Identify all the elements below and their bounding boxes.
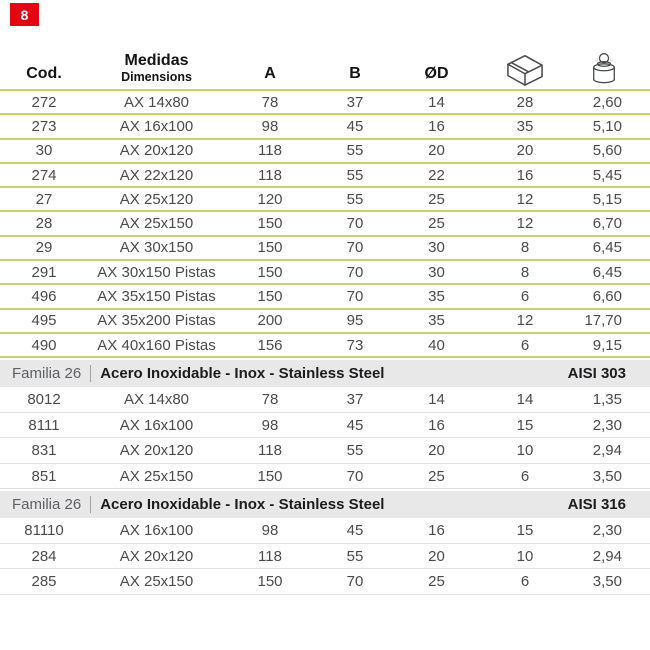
cell-od: 16 [428, 416, 445, 434]
cell-cod: 274 [31, 166, 57, 184]
cell-cod: 273 [31, 117, 57, 135]
cell-box-qty: 15 [516, 416, 534, 434]
cell-box-qty: 12 [516, 312, 534, 330]
cell-weight: 1,35 [592, 391, 622, 409]
cell-a: 118 [258, 547, 282, 565]
table-row [0, 212, 650, 236]
column-header-weight [572, 51, 650, 86]
cell-od: 25 [428, 190, 445, 208]
cell-weight: 2,60 [592, 93, 622, 111]
column-header-medidas [88, 53, 225, 89]
cell-box-qty: 6 [520, 573, 530, 591]
cell-box-qty: 6 [520, 336, 530, 354]
cell-cod: 284 [31, 547, 57, 565]
table-section-2 [0, 387, 650, 489]
table-body [0, 89, 650, 595]
cell-box-qty: 35 [516, 117, 534, 135]
cell-medidas: AX 35x200 Pistas [97, 312, 216, 330]
cell-weight: 3,50 [592, 573, 622, 591]
section-title: Acero Inoxidable - Inox - Stainless Steel [100, 496, 385, 514]
cell-a: 78 [261, 93, 279, 111]
cell-weight: 2,30 [592, 522, 622, 540]
cell-cod: 851 [31, 467, 57, 485]
cell-a: 150 [257, 215, 283, 233]
cell-od: 25 [428, 573, 445, 591]
cell-a: 118 [258, 166, 282, 184]
cell-a: 98 [261, 522, 279, 540]
cell-od: 20 [428, 142, 445, 160]
product-table [0, 48, 650, 595]
cell-b: 55 [346, 547, 364, 565]
cell-medidas: AX 22x120 [119, 166, 194, 184]
cell-weight: 2,30 [592, 416, 622, 434]
cell-weight: 2,94 [592, 547, 622, 565]
cell-medidas: AX 14x80 [123, 93, 190, 111]
table-row [0, 387, 650, 413]
cell-b: 45 [346, 522, 364, 540]
medidas-label: Medidas [124, 51, 189, 69]
familia-label: Familia 26 [12, 496, 82, 514]
cell-a: 156 [257, 336, 283, 354]
cell-weight: 6,60 [592, 288, 622, 306]
cell-weight: 6,45 [592, 239, 622, 257]
cell-box-qty: 15 [516, 522, 534, 540]
cell-weight: 5,10 [592, 117, 622, 135]
cell-box-qty: 6 [520, 288, 530, 306]
cell-od: 25 [428, 467, 445, 485]
cell-b: 70 [346, 467, 364, 485]
cell-b: 95 [346, 312, 364, 330]
cell-od: 35 [428, 312, 445, 330]
cell-cod: 285 [31, 573, 57, 591]
cell-weight: 5,45 [592, 166, 622, 184]
cell-od: 20 [428, 547, 445, 565]
cell-cod: 831 [31, 442, 57, 460]
cell-medidas: AX 35x150 Pistas [97, 288, 216, 306]
cell-a: 150 [257, 573, 283, 591]
cell-weight: 3,50 [592, 467, 622, 485]
table-row [0, 438, 650, 464]
column-header-cod: Cod. [26, 65, 62, 82]
column-header-box-qty [478, 51, 572, 87]
cell-a: 118 [258, 442, 282, 460]
cell-cod: 30 [35, 142, 53, 160]
cell-medidas: AX 30x150 [119, 239, 194, 257]
cell-box-qty: 14 [516, 391, 534, 409]
cell-od: 30 [428, 263, 445, 281]
table-row [0, 310, 650, 334]
table-section-4 [0, 518, 650, 595]
cell-a: 98 [261, 416, 279, 434]
table-row [0, 140, 650, 164]
cell-cod: 27 [35, 190, 53, 208]
table-row [0, 91, 650, 115]
cell-box-qty: 8 [520, 239, 530, 257]
cell-od: 16 [428, 117, 445, 135]
cell-od: 16 [428, 522, 445, 540]
cell-box-qty: 12 [516, 215, 534, 233]
table-row [0, 544, 650, 570]
weight-icon [590, 51, 618, 86]
table-row [0, 334, 650, 358]
cell-b: 45 [346, 117, 364, 135]
cell-b: 45 [346, 416, 364, 434]
cell-weight: 9,15 [592, 336, 622, 354]
cell-a: 98 [261, 117, 279, 135]
column-header-b: B [349, 65, 361, 82]
carton-box-icon [502, 51, 548, 87]
cell-cod: 8012 [27, 391, 61, 409]
cell-a: 120 [257, 190, 283, 208]
cell-b: 70 [346, 215, 364, 233]
cell-cod: 28 [35, 215, 53, 233]
cell-medidas: AX 30x150 Pistas [97, 263, 216, 281]
cell-cod: 8111 [28, 416, 60, 434]
table-row [0, 569, 650, 595]
aisi-grade: AISI 303 [567, 365, 626, 383]
page-number-badge: 8 [10, 3, 39, 26]
cell-b: 55 [346, 442, 364, 460]
cell-a: 78 [261, 391, 279, 409]
cell-a: 150 [257, 263, 283, 281]
cell-od: 22 [428, 166, 445, 184]
cell-b: 55 [346, 166, 364, 184]
table-row [0, 464, 650, 490]
cell-b: 70 [346, 263, 364, 281]
cell-a: 150 [257, 239, 283, 257]
cell-medidas: AX 20x120 [119, 142, 194, 160]
table-row [0, 115, 650, 139]
cell-box-qty: 20 [516, 142, 534, 160]
cell-medidas: AX 20x120 [119, 547, 194, 565]
table-row [0, 237, 650, 261]
cell-weight: 5,60 [592, 142, 622, 160]
cell-weight: 6,45 [592, 263, 622, 281]
cell-box-qty: 28 [516, 93, 534, 111]
cell-medidas: AX 25x150 [119, 573, 194, 591]
section-band [0, 491, 650, 518]
cell-medidas: AX 16x100 [119, 117, 194, 135]
cell-box-qty: 16 [516, 166, 534, 184]
cell-medidas: AX 16x100 [119, 522, 194, 540]
column-header-a: A [264, 65, 276, 82]
cell-cod: 29 [35, 239, 53, 257]
cell-box-qty: 12 [516, 190, 534, 208]
cell-cod: 291 [31, 263, 57, 281]
cell-od: 25 [428, 215, 445, 233]
cell-od: 30 [428, 239, 445, 257]
cell-weight: 6,70 [592, 215, 622, 233]
cell-a: 200 [257, 312, 283, 330]
cell-cod: 81110 [24, 522, 64, 540]
cell-b: 73 [346, 336, 364, 354]
table-row [0, 261, 650, 285]
aisi-grade: AISI 316 [567, 496, 626, 514]
band-divider [90, 496, 91, 513]
cell-box-qty: 8 [520, 263, 530, 281]
cell-a: 118 [258, 142, 282, 160]
cell-box-qty: 6 [520, 467, 530, 485]
cell-od: 14 [428, 391, 445, 409]
table-row [0, 413, 650, 439]
cell-weight: 17,70 [584, 312, 622, 330]
cell-b: 37 [346, 391, 364, 409]
cell-medidas: AX 25x150 [119, 215, 194, 233]
section-band [0, 360, 650, 387]
table-row [0, 285, 650, 309]
cell-box-qty: 10 [516, 442, 534, 460]
cell-weight: 2,94 [592, 442, 622, 460]
cell-b: 70 [346, 239, 364, 257]
cell-b: 55 [346, 190, 364, 208]
dimensions-label: Dimensions [121, 69, 192, 84]
column-header-od: ØD [424, 65, 449, 82]
cell-box-qty: 10 [516, 547, 534, 565]
cell-medidas: AX 25x120 [119, 190, 194, 208]
table-row [0, 188, 650, 212]
familia-label: Familia 26 [12, 365, 82, 383]
cell-medidas: AX 20x120 [119, 442, 194, 460]
cell-a: 150 [257, 288, 283, 306]
table-section-0 [0, 89, 650, 358]
cell-weight: 5,15 [592, 190, 622, 208]
cell-od: 14 [428, 93, 445, 111]
table-row [0, 518, 650, 544]
section-title: Acero Inoxidable - Inox - Stainless Steel [100, 365, 385, 383]
band-divider [90, 365, 91, 382]
cell-cod: 272 [31, 93, 57, 111]
cell-cod: 496 [31, 288, 57, 306]
cell-cod: 495 [31, 312, 57, 330]
cell-b: 70 [346, 573, 364, 591]
cell-medidas: AX 25x150 [119, 467, 194, 485]
cell-b: 70 [346, 288, 364, 306]
cell-od: 20 [428, 442, 445, 460]
table-header-row [0, 48, 650, 89]
cell-cod: 490 [31, 336, 57, 354]
cell-od: 40 [428, 336, 445, 354]
cell-medidas: AX 14x80 [123, 391, 190, 409]
cell-medidas: AX 40x160 Pistas [97, 336, 216, 354]
cell-medidas: AX 16x100 [119, 416, 194, 434]
cell-b: 37 [346, 93, 364, 111]
cell-b: 55 [346, 142, 364, 160]
cell-a: 150 [257, 467, 283, 485]
cell-od: 35 [428, 288, 445, 306]
table-row [0, 164, 650, 188]
